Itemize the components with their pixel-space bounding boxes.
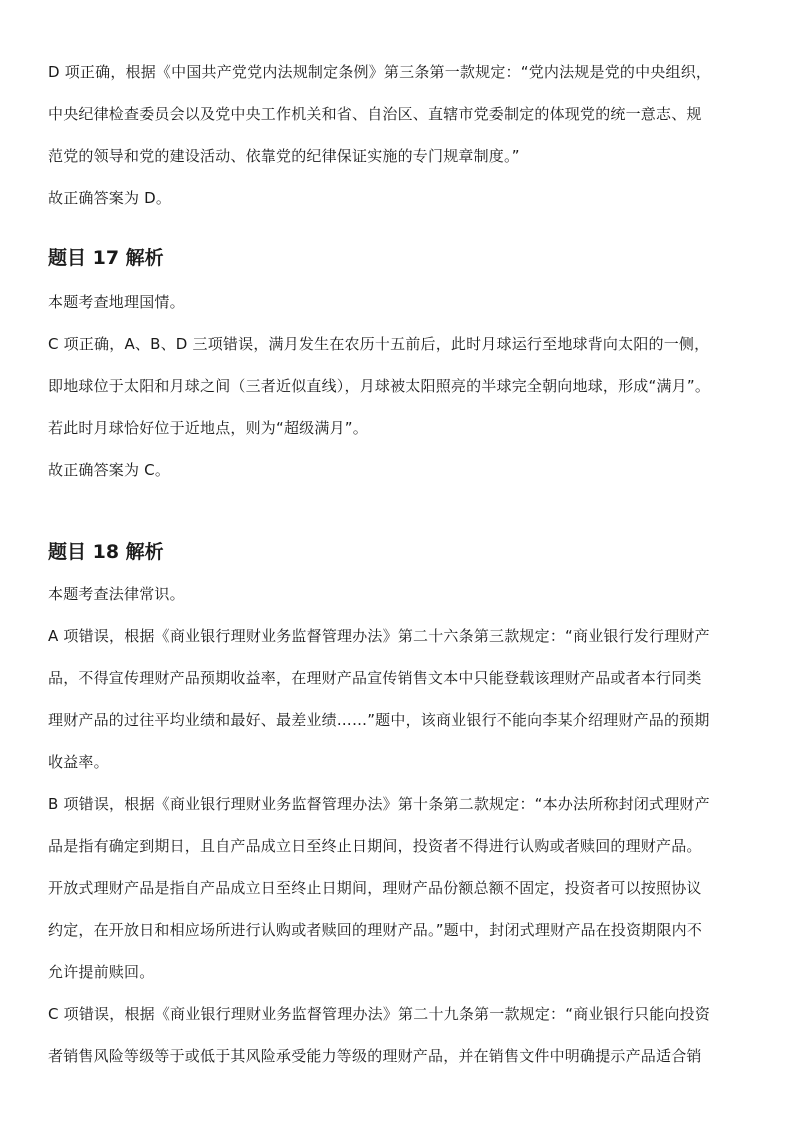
paragraph-line: 允许提前赎回。 (48, 963, 155, 981)
paragraph-line: 即地球位于太阳和月球之间（三者近似直线），月球被太阳照亮的半球完全朝向地球，形成“满月”。 (48, 377, 711, 395)
paragraph-line: 本题考查法律常识。 (48, 585, 185, 603)
paragraph-line: 中央纪律检查委员会以及党中央工作机关和省、自治区、直辖市党委制定的体现党的统一意志、规 (48, 105, 702, 123)
paragraph-line: 品是指有确定到期日，且自产品成立日至终止日期间，投资者不得进行认购或者赎回的理财产品。 (48, 837, 702, 855)
paragraph-line: 开放式理财产品是指自产品成立日至终止日期间，理财产品份额总额不固定，投资者可以按照协议 (48, 879, 702, 897)
paragraph-line: 理财产品的过往平均业绩和最好、最差业绩……”题中，该商业银行不能向李某介绍理财产品的预期 (48, 711, 710, 729)
paragraph-line: 若此时月球恰好位于近地点，则为“超级满月”。 (48, 419, 368, 437)
section-heading: 题目 17 解析 (48, 247, 164, 269)
paragraph-line: C 项错误，根据《商业银行理财业务监督管理办法》第二十九条第一款规定：“商业银行只能向投资 (48, 1005, 711, 1023)
paragraph-line: 收益率。 (48, 753, 109, 771)
paragraph-line: 品，不得宣传理财产品预期收益率，在理财产品宣传销售文本中只能登载该理财产品或者本行同类 (48, 669, 702, 687)
paragraph-line: D 项正确，根据《中国共产党党内法规制定条例》第三条第一款规定：“党内法规是党的中央组织， (48, 63, 712, 81)
paragraph-line: 本题考查地理国情。 (48, 293, 185, 311)
paragraph-line: 者销售风险等级等于或低于其风险承受能力等级的理财产品，并在销售文件中明确提示产品适合销 (48, 1047, 702, 1065)
section-heading: 题目 18 解析 (48, 541, 164, 563)
paragraph-line: 范党的领导和党的建设活动、依靠党的纪律保证实施的专门规章制度。” (48, 147, 520, 165)
paragraph-line: 故正确答案为 D。 (48, 189, 172, 207)
paragraph-line: B 项错误，根据《商业银行理财业务监督管理办法》第十条第二款规定：“本办法所称封闭式理财产 (48, 795, 710, 813)
paragraph-line: C 项正确，A、B、D 三项错误，满月发生在农历十五前后，此时月球运行至地球背向太阳的一侧， (48, 335, 710, 353)
paragraph-line: 故正确答案为 C。 (48, 461, 171, 479)
paragraph-line: 约定，在开放日和相应场所进行认购或者赎回的理财产品。”题中，封闭式理财产品在投资期限内不 (48, 921, 703, 939)
paragraph-line: A 项错误，根据《商业银行理财业务监督管理办法》第二十六条第三款规定：“商业银行发行理财产 (48, 627, 710, 645)
